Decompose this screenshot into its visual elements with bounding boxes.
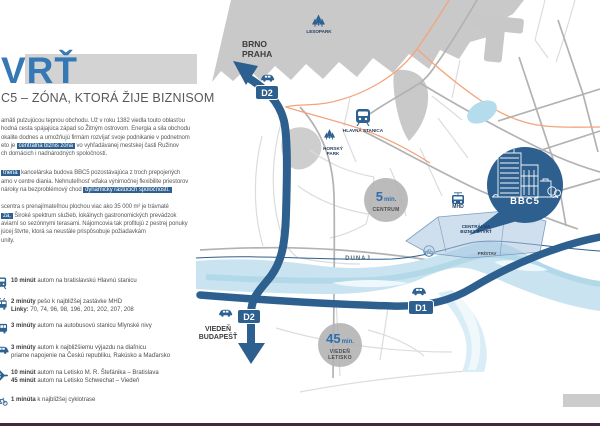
- car-icon-d2-north: [261, 75, 274, 82]
- paragraph: tnená kancelárska budova BBC5 pozostávajúca z troch prepojených amo v centre diania. Nehnuteľnosť vďaka výnimočnej flexibilite priestorov nároky na bezproblémový chod dynamicky rastúcich spoločností.: [1, 170, 189, 194]
- bike-icon: [0, 396, 11, 406]
- centrum-time-circle: 5min. CENTRUM: [364, 178, 408, 222]
- plane-icon: [0, 369, 11, 382]
- page-subtitle: C5 – ZÓNA, KTORÁ ŽIJE BIZNISOM: [1, 91, 215, 105]
- train-station-icon: [356, 109, 370, 126]
- direction-vieden-budapest: VIEDEŇ BUDAPEŠŤ: [198, 326, 238, 342]
- direction-brno-praha: BRNO PRAHA: [242, 39, 273, 59]
- label-lesopark: LESOPARK: [306, 29, 332, 34]
- list-item: 3 minúty autom k najbližšiemu výjazdu na diaľnicu priame napojenie na Českú republiku, Rakúsko a Maďarsko: [0, 344, 224, 361]
- list-item: 1 minúta k najbližšej cyklotrase: [0, 396, 224, 406]
- paragraph: scentra s prenajímateľnou plochou viac ako 35 000 m² je trávnaté za, Široké spektrum služieb, lokálnych gastronomických prevádzok aviarní so sezónnymi terasami. Nájomcovia tak profitujú z pestrej ponuky júcej štvrte, ktorá sa neustále prispôsobuje požiadavkám unity.: [1, 204, 188, 244]
- d2-badge-north: D2: [256, 86, 278, 99]
- label-centralna-biznis-stvrt: CENTRÁLNA BIZNIS ŠTVRŤ: [460, 224, 492, 235]
- label-bbc5: BBC5: [510, 196, 540, 207]
- info-panel: [0, 0, 230, 426]
- label-mhd: MHD: [452, 204, 464, 210]
- d2-badge-south: D2: [238, 310, 260, 323]
- list-item: 10 minút autom na Letisko M. R. Štefánika – Bratislava 45 minút autom na Letisko Schwechat – Viedeň: [0, 369, 224, 386]
- paragraph: amäti pulzujúcou tepnou obchodu. Už v roku 1382 viedla touto oblasťou hodná cesta spájajúca západ so Žitným ostrovom. Energia a sila obchodu okalite dodnes a umožňujú firmám rozvíjať svoje podnikanie v podnetnom eto je centrálna biznis zóna vo vyhľadávanej mestskej časti Ružinov ch domácich i nadnárodných spoločností.: [1, 118, 191, 158]
- horsky-park-trees-icon: [324, 129, 335, 139]
- train-icon: [0, 277, 11, 290]
- page-title: VRŤ: [1, 50, 78, 91]
- mhd-tram-icon: [452, 193, 464, 204]
- list-item: 10 minút autom na bratislavskú Hlavnú stanicu: [0, 277, 224, 290]
- transport-list: [0, 277, 224, 414]
- list-item: 2 minúty pešo k najbližšej zastávke MHD Linky: 70, 74, 96, 98, 196, 201, 202, 207, 208: [0, 298, 224, 315]
- label-horsky-park: HORSKÝ PARK: [323, 146, 343, 157]
- bus-icon: [0, 322, 11, 335]
- label-pristav: PRÍSTAV: [477, 251, 497, 256]
- trolleybus-icon: [0, 298, 11, 311]
- highway-d2: [247, 77, 287, 346]
- car-icon: [0, 344, 11, 355]
- vieden-letisko-time-circle: 45min. VIEDEŇ LETISKO: [318, 323, 362, 367]
- intro-paragraphs: [1, 117, 225, 256]
- list-item: 3 minúty autom na autobusovú stanicu Mlynské nivy: [0, 322, 224, 335]
- car-icon-d1: [412, 288, 426, 296]
- d1-badge: D1: [409, 301, 433, 314]
- label-dunaj: DUNAJ: [345, 256, 371, 262]
- label-hlavna-stanica: HLAVNÁ STANICA: [342, 128, 384, 133]
